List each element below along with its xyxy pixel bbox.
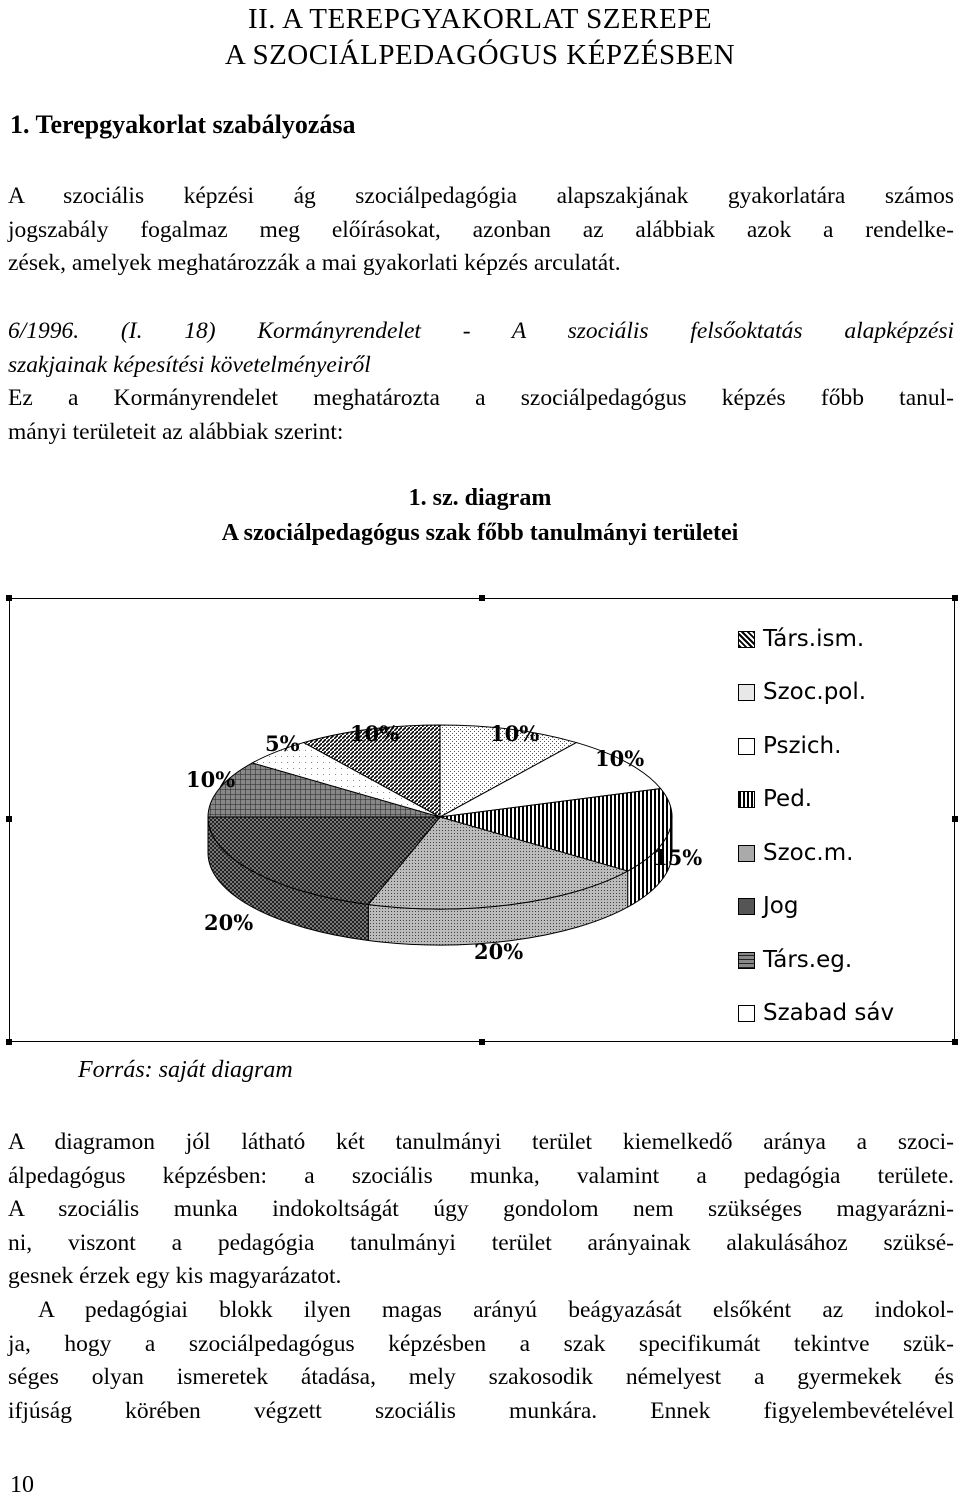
body-line-2: álpedagógus képzésben: a szociális munka, valamint a pedagógia területe. <box>8 1162 954 1189</box>
legend-item-jog <box>738 892 798 920</box>
legend-label-pszich: Pszich. <box>763 733 842 759</box>
diagram-number: 1. sz. diagram <box>408 485 552 511</box>
legend-label-szabad: Szabad sáv <box>763 1000 895 1026</box>
pie-label-tarsism: 10% <box>350 721 400 746</box>
chapter-title-line-1: II. A TEREPGYAKORLAT SZEREPE <box>247 3 713 35</box>
legend-item-pszich <box>738 732 841 760</box>
intro-line-3: zések, amelyek meghatározzák a mai gyakorlati képzés arculatát. <box>8 250 621 276</box>
intro-paragraph <box>8 180 954 281</box>
legend-label-tarsism: Társ.ism. <box>763 626 865 652</box>
body-paragraph-2 <box>8 1294 954 1428</box>
diagram-title: A szociálpedagógus szak főbb tanulmányi területei <box>221 520 739 546</box>
legend-swatch-pszich <box>738 738 755 755</box>
legend-item-szocm <box>738 839 853 867</box>
decree-paragraph <box>8 382 954 449</box>
decree-line-1: 6/1996. (I. 18) Kormányrendelet - A szociális felsőoktatás alapképzési <box>8 318 954 344</box>
legend-swatch-szocm <box>738 845 755 862</box>
intro-line-1: A szociális képzési ág szociálpedagógia alapszakjának gyakorlatára számos <box>8 183 954 209</box>
legend-item-szocpol <box>738 678 866 706</box>
legend-item-tarsism <box>738 625 864 653</box>
legend-swatch-tarseg <box>738 952 755 969</box>
pie-label-ped: 15% <box>653 845 703 870</box>
legend-swatch-jog <box>738 898 755 915</box>
legend-swatch-tarsism <box>738 631 755 648</box>
body-line-6: A pedagógiai blokk ilyen magas arányú beágyazását elsőként az indokol- <box>38 1297 954 1323</box>
legend-item-ped <box>738 785 812 813</box>
decree-line-2: szakjainak képesítési követelményeiről <box>8 351 371 378</box>
body-line-4: ni, viszont a pedagógia tanulmányi terület arányainak alakulásához szüksé- <box>8 1229 954 1256</box>
legend-swatch-ped <box>738 791 755 808</box>
body-line-9: ifjúság körében végzett szociális munkára. Ennek figyelembevételével <box>8 1397 954 1424</box>
pie-label-pszich: 10% <box>595 746 645 771</box>
body-line-7: ja, hogy a szociálpedagógus képzésben a szak specifikumát tekintve szük- <box>8 1330 954 1357</box>
body-line-3: A szociális munka indokoltságát úgy gondolom nem szükséges magyarázni- <box>8 1196 954 1222</box>
decree-text-line-2: mányi területeit az alábbiak szerint: <box>8 418 344 445</box>
body-line-5: gesnek érzek egy kis magyarázatot. <box>8 1263 342 1289</box>
body-line-1: A diagramon jól látható két tanulmányi terület kiemelkedő aránya a szoci- <box>8 1129 954 1155</box>
intro-line-2: jogszabály fogalmaz meg előírásokat, azonban az alábbiak azok a rendelke- <box>8 216 954 243</box>
pie-label-tarseg: 10% <box>186 767 236 792</box>
pie-label-jog: 20% <box>204 910 254 935</box>
body-line-8: séges olyan ismeretek átadása, mely szakosodik némelyest a gyermekek és <box>8 1364 954 1390</box>
pie-label-szocm: 20% <box>474 939 524 964</box>
pie-chart-frame <box>9 598 955 1042</box>
legend-item-tarseg <box>738 946 852 974</box>
pie-chart <box>10 599 956 1043</box>
chapter-title-line-2: A SZOCIÁLPEDAGÓGUS KÉPZÉSBEN <box>224 39 736 71</box>
decree-citation <box>8 315 954 382</box>
legend-label-tarseg: Társ.eg. <box>763 947 853 973</box>
legend-label-jog: Jog <box>763 893 799 919</box>
pie-label-szabad: 5% <box>265 731 300 756</box>
legend-label-szocpol: Szoc.pol. <box>763 679 867 705</box>
page-number: 10 <box>10 1472 34 1498</box>
legend-swatch-szocpol <box>738 684 755 701</box>
section-title: 1. Terepgyakorlat szabályozása <box>10 110 356 139</box>
decree-text-line-1: Ez a Kormányrendelet meghatározta a szociálpedagógus képzés főbb tanul- <box>8 385 954 411</box>
legend-label-szocm: Szoc.m. <box>763 840 854 866</box>
legend-item-szabad <box>738 999 894 1027</box>
body-paragraph-1 <box>8 1126 954 1294</box>
pie-label-szocpol: 10% <box>490 721 540 746</box>
legend-swatch-szabad <box>738 1005 755 1022</box>
source-note: Forrás: saját diagram <box>78 1057 293 1083</box>
legend-label-ped: Ped. <box>763 786 813 812</box>
